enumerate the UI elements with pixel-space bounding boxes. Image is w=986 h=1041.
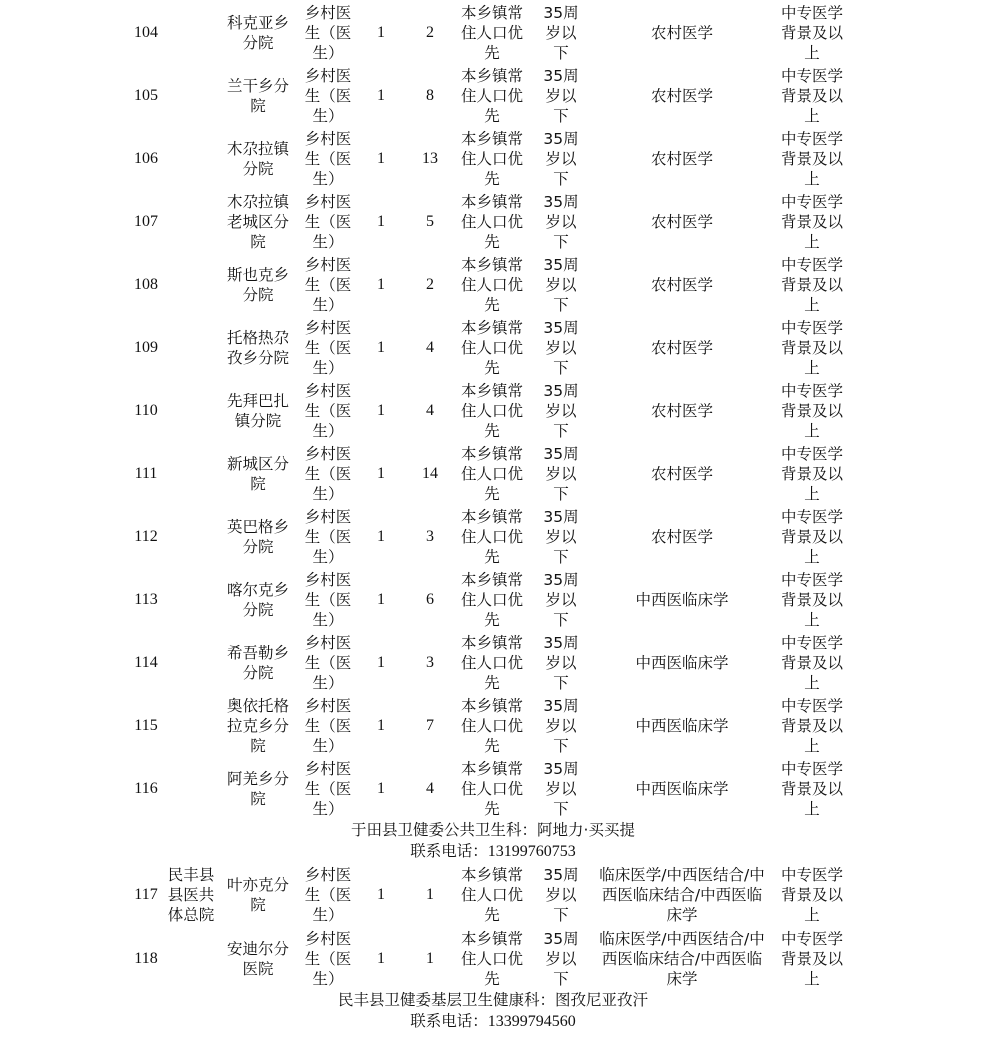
row-position: 乡村医生（医生） [304, 130, 352, 188]
row-department: 托格热尕孜乡分院 [226, 329, 289, 367]
table-row [0, 569, 986, 631]
row-position: 乡村医生（医生） [304, 256, 352, 314]
row-residence: 本乡镇常住人口优先 [460, 256, 523, 314]
row-department: 斯也克乡分院 [226, 266, 289, 304]
row-education: 中专医学背景及以上 [780, 382, 843, 440]
row-count-b: 6 [426, 591, 434, 608]
row-department: 先拜巴扎镇分院 [226, 392, 289, 430]
row-major: 中西医临床学 [635, 654, 729, 672]
row-number: 116 [134, 780, 158, 797]
row-unit [162, 928, 220, 990]
row-number: 104 [134, 24, 158, 41]
row-position: 乡村医生（医生） [304, 67, 352, 125]
row-age: 35周岁以下 [543, 634, 579, 692]
row-position: 乡村医生（医生） [304, 634, 352, 692]
contact-block-yutian [0, 820, 986, 862]
table-row [0, 632, 986, 694]
row-education: 中专医学背景及以上 [780, 193, 843, 251]
row-count-b: 2 [426, 24, 434, 41]
row-position: 乡村医生（医生） [304, 445, 352, 503]
row-department: 安迪尔分医院 [226, 940, 289, 978]
row-count-b: 5 [426, 213, 434, 230]
row-department: 希吾勒乡分院 [226, 644, 289, 682]
row-unit [162, 2, 220, 64]
row-unit [162, 65, 220, 127]
row-residence: 本乡镇常住人口优先 [460, 571, 523, 629]
row-count-b: 3 [426, 528, 434, 545]
row-count-b: 1 [426, 886, 434, 903]
row-education: 中专医学背景及以上 [780, 319, 843, 377]
table-row [0, 65, 986, 127]
row-major: 中西医临床学 [635, 591, 729, 609]
row-count-b: 4 [426, 780, 434, 797]
row-department: 阿羌乡分院 [226, 770, 289, 808]
row-unit [162, 758, 220, 820]
row-department: 木尕拉镇老城区分院 [226, 193, 289, 251]
row-unit [162, 569, 220, 631]
row-residence: 本乡镇常住人口优先 [460, 193, 523, 251]
contact-phone-label: 联系电话： [410, 1012, 488, 1030]
row-department: 兰干乡分院 [226, 77, 289, 115]
row-position: 乡村医生（医生） [304, 508, 352, 566]
row-number: 107 [134, 213, 158, 230]
row-age: 35周岁以下 [543, 256, 579, 314]
row-number: 117 [134, 886, 158, 903]
contact-phone: 13399794560 [487, 1013, 576, 1030]
table-row [0, 443, 986, 505]
row-major: 农村医学 [650, 276, 713, 294]
row-unit [162, 632, 220, 694]
row-count-a: 1 [377, 465, 385, 482]
contact-dept-line: 民丰县卫健委基层卫生健康科：图孜尼亚孜汗 [337, 991, 648, 1009]
contact-phone-label: 联系电话： [410, 842, 488, 860]
row-count-a: 1 [377, 591, 385, 608]
row-age: 35周岁以下 [543, 508, 579, 566]
row-number: 110 [134, 402, 158, 419]
row-unit [162, 254, 220, 316]
row-residence: 本乡镇常住人口优先 [460, 930, 523, 988]
row-count-b: 1 [426, 950, 434, 967]
row-unit [162, 317, 220, 379]
row-number: 112 [134, 528, 158, 545]
row-count-a: 1 [377, 276, 385, 293]
row-department: 新城区分院 [226, 455, 289, 493]
contact-block-minfeng [0, 990, 986, 1032]
row-count-b: 2 [426, 276, 434, 293]
row-count-a: 1 [377, 402, 385, 419]
contact-phone-line [0, 1011, 986, 1032]
row-number: 111 [134, 465, 158, 482]
row-count-a: 1 [377, 24, 385, 41]
row-education: 中专医学背景及以上 [780, 571, 843, 629]
row-position: 乡村医生（医生） [304, 4, 352, 62]
row-major: 农村医学 [650, 465, 713, 483]
row-position: 乡村医生（医生） [304, 382, 352, 440]
row-residence: 本乡镇常住人口优先 [460, 445, 523, 503]
row-count-a: 1 [377, 654, 385, 671]
row-unit: 民丰县县医共体总院 [167, 866, 215, 924]
row-education: 中专医学背景及以上 [780, 445, 843, 503]
row-education: 中专医学背景及以上 [780, 67, 843, 125]
table-row [0, 380, 986, 442]
row-count-a: 1 [377, 886, 385, 903]
row-unit [162, 506, 220, 568]
contact-phone-line [0, 841, 986, 862]
row-position: 乡村医生（医生） [304, 319, 352, 377]
table-row [0, 254, 986, 316]
row-number: 109 [134, 339, 158, 356]
row-count-a: 1 [377, 213, 385, 230]
row-position: 乡村医生（医生） [304, 193, 352, 251]
row-education: 中专医学背景及以上 [780, 697, 843, 755]
row-number: 114 [134, 654, 158, 671]
row-age: 35周岁以下 [543, 760, 579, 818]
row-residence: 本乡镇常住人口优先 [460, 697, 523, 755]
row-major: 农村医学 [650, 87, 713, 105]
row-count-b: 14 [422, 465, 438, 482]
row-education: 中专医学背景及以上 [780, 256, 843, 314]
row-number: 108 [134, 276, 158, 293]
row-major: 农村医学 [650, 339, 713, 357]
table-row [0, 864, 986, 926]
row-age: 35周岁以下 [543, 319, 579, 377]
contact-dept-line: 于田县卫健委公共卫生科：阿地力·买买提 [351, 821, 635, 839]
row-position: 乡村医生（医生） [304, 697, 352, 755]
row-unit [162, 695, 220, 757]
row-department: 叶亦克分院 [226, 876, 289, 914]
row-number: 115 [134, 717, 158, 734]
row-count-a: 1 [377, 339, 385, 356]
row-education: 中专医学背景及以上 [780, 866, 843, 924]
row-count-a: 1 [377, 528, 385, 545]
row-department: 英巴格乡分院 [226, 518, 289, 556]
row-unit [162, 191, 220, 253]
row-department: 喀尔克乡分院 [226, 581, 289, 619]
row-residence: 本乡镇常住人口优先 [460, 382, 523, 440]
row-major: 农村医学 [650, 150, 713, 168]
row-education: 中专医学背景及以上 [780, 930, 843, 988]
row-unit [162, 380, 220, 442]
row-department: 科克亚乡分院 [226, 14, 289, 52]
row-position: 乡村医生（医生） [304, 866, 352, 924]
row-major: 中西医临床学 [635, 780, 729, 798]
row-residence: 本乡镇常住人口优先 [460, 866, 523, 924]
table-row [0, 928, 986, 990]
row-position: 乡村医生（医生） [304, 930, 352, 988]
row-age: 35周岁以下 [543, 930, 579, 988]
contact-phone: 13199760753 [487, 843, 576, 860]
row-residence: 本乡镇常住人口优先 [460, 760, 523, 818]
row-major: 临床医学/中西医结合/中西医临床结合/中西医临床学 [599, 930, 765, 988]
row-age: 35周岁以下 [543, 445, 579, 503]
row-education: 中专医学背景及以上 [780, 130, 843, 188]
row-count-a: 1 [377, 717, 385, 734]
row-age: 35周岁以下 [543, 130, 579, 188]
row-residence: 本乡镇常住人口优先 [460, 4, 523, 62]
row-age: 35周岁以下 [543, 4, 579, 62]
row-count-a: 1 [377, 87, 385, 104]
row-age: 35周岁以下 [543, 697, 579, 755]
row-number: 105 [134, 87, 158, 104]
row-department: 木尕拉镇分院 [226, 140, 289, 178]
row-major: 临床医学/中西医结合/中西医临床结合/中西医临床学 [599, 866, 765, 924]
table-row [0, 317, 986, 379]
row-education: 中专医学背景及以上 [780, 634, 843, 692]
row-age: 35周岁以下 [543, 382, 579, 440]
row-count-a: 1 [377, 150, 385, 167]
row-count-b: 7 [426, 717, 434, 734]
row-number: 113 [134, 591, 158, 608]
row-position: 乡村医生（医生） [304, 760, 352, 818]
row-count-b: 8 [426, 87, 434, 104]
row-count-b: 4 [426, 339, 434, 356]
table-row [0, 2, 986, 64]
row-number: 118 [134, 950, 158, 967]
table-row [0, 128, 986, 190]
row-number: 106 [134, 150, 158, 167]
row-count-b: 13 [422, 150, 438, 167]
row-education: 中专医学背景及以上 [780, 4, 843, 62]
row-residence: 本乡镇常住人口优先 [460, 634, 523, 692]
row-position: 乡村医生（医生） [304, 571, 352, 629]
row-age: 35周岁以下 [543, 866, 579, 924]
row-residence: 本乡镇常住人口优先 [460, 508, 523, 566]
row-major: 农村医学 [650, 528, 713, 546]
table-row [0, 695, 986, 757]
row-age: 35周岁以下 [543, 193, 579, 251]
row-residence: 本乡镇常住人口优先 [460, 67, 523, 125]
table-row [0, 191, 986, 253]
row-count-b: 4 [426, 402, 434, 419]
row-education: 中专医学背景及以上 [780, 760, 843, 818]
row-count-a: 1 [377, 780, 385, 797]
row-education: 中专医学背景及以上 [780, 508, 843, 566]
row-count-a: 1 [377, 950, 385, 967]
row-count-b: 3 [426, 654, 434, 671]
row-department: 奥依托格拉克乡分院 [226, 697, 289, 755]
row-unit [162, 443, 220, 505]
row-unit [162, 128, 220, 190]
row-major: 农村医学 [650, 24, 713, 42]
row-major: 农村医学 [650, 213, 713, 231]
row-major: 农村医学 [650, 402, 713, 420]
table-row [0, 506, 986, 568]
row-residence: 本乡镇常住人口优先 [460, 130, 523, 188]
table-row [0, 758, 986, 820]
row-age: 35周岁以下 [543, 67, 579, 125]
row-major: 中西医临床学 [635, 717, 729, 735]
row-residence: 本乡镇常住人口优先 [460, 319, 523, 377]
row-age: 35周岁以下 [543, 571, 579, 629]
